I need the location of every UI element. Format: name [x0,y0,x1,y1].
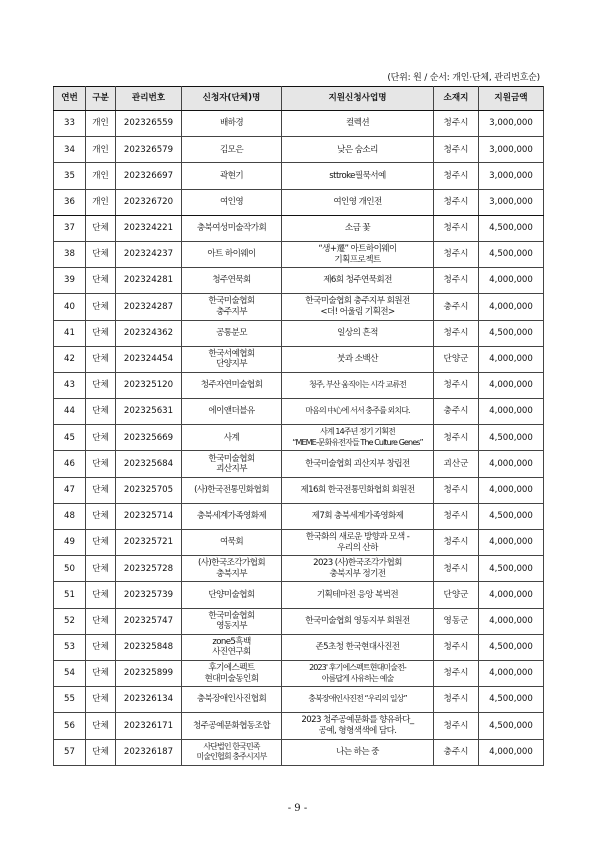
cell-type: 개인 [86,189,116,215]
header-location: 소재지 [434,87,479,111]
cell-project: 청주, 부산 움직이는 시각 교류전 [282,372,434,398]
table-row [54,582,544,608]
cell-applicant: 곽현기 [182,163,282,189]
cell-location: 청주시 [434,189,479,215]
table-row [54,111,544,137]
cell-management-number: 202325848 [116,634,182,660]
cell-no: 49 [54,530,86,556]
cell-location: 청주시 [434,660,479,686]
cell-management-number: 202324362 [116,320,182,346]
cell-project: 제6회 청주연묵회전 [282,268,434,294]
cell-management-number: 202324454 [116,346,182,372]
cell-project: 제7회 충북세계가족영화제 [282,503,434,529]
cell-no: 56 [54,713,86,739]
cell-type: 단체 [86,372,116,398]
table-row [54,320,544,346]
table-row [54,163,544,189]
cell-no: 45 [54,425,86,451]
table-unit-note: (단위: 원 / 순서: 개인·단체, 관리번호순) [387,73,540,83]
table-row [54,451,544,477]
cell-management-number: 202325669 [116,425,182,451]
cell-location: 충주시 [434,399,479,425]
cell-management-number: 202325631 [116,399,182,425]
cell-project: 사계 14주년 정기 기획전 “MEME-문화유전자들 The Culture Genes” [282,425,434,451]
cell-type: 단체 [86,582,116,608]
cell-amount: 4,500,000 [479,713,544,739]
cell-applicant: 김모은 [182,137,282,163]
cell-applicant: 충북장애인사진협회 [182,687,282,713]
cell-location: 청주시 [434,241,479,267]
grant-list-table [53,86,544,766]
table-row [54,215,544,241]
cell-location: 청주시 [434,268,479,294]
cell-management-number: 202325747 [116,608,182,634]
cell-amount: 3,000,000 [479,111,544,137]
table-row [54,268,544,294]
cell-management-number: 202325721 [116,530,182,556]
table-row [54,372,544,398]
cell-project: 한국미술협회 괴산지부 창립전 [282,451,434,477]
cell-no: 37 [54,215,86,241]
cell-management-number: 202325684 [116,451,182,477]
cell-type: 개인 [86,111,116,137]
cell-no: 42 [54,346,86,372]
cell-management-number: 202324221 [116,215,182,241]
cell-applicant: 에이앤더블유 [182,399,282,425]
cell-location: 청주시 [434,372,479,398]
table-row [54,241,544,267]
header-project: 지원신청사업명 [282,87,434,111]
cell-type: 단체 [86,241,116,267]
cell-location: 단양군 [434,346,479,372]
cell-amount: 4,000,000 [479,399,544,425]
cell-project: 마음의 中心에 서서 충주를 외치다. [282,399,434,425]
cell-amount: 4,000,000 [479,268,544,294]
cell-no: 47 [54,477,86,503]
table-row [54,556,544,582]
table-row [54,399,544,425]
cell-applicant: 청주연묵회 [182,268,282,294]
cell-no: 43 [54,372,86,398]
cell-amount: 4,500,000 [479,687,544,713]
cell-location: 청주시 [434,634,479,660]
cell-no: 41 [54,320,86,346]
cell-type: 개인 [86,137,116,163]
cell-amount: 4,000,000 [479,346,544,372]
cell-no: 38 [54,241,86,267]
cell-management-number: 202326697 [116,163,182,189]
cell-no: 48 [54,503,86,529]
cell-amount: 4,000,000 [479,372,544,398]
cell-project: “생+遷” 아트하이웨이 기획프로젝트 [282,241,434,267]
cell-management-number: 202324281 [116,268,182,294]
cell-amount: 4,000,000 [479,582,544,608]
cell-applicant: 충북여성미술작가회 [182,215,282,241]
table-row [54,634,544,660]
cell-location: 청주시 [434,713,479,739]
cell-applicant: 아트 하이웨이 [182,241,282,267]
cell-type: 단체 [86,268,116,294]
table-row [54,425,544,451]
cell-management-number: 202325899 [116,660,182,686]
cell-management-number: 202326720 [116,189,182,215]
cell-type: 단체 [86,687,116,713]
cell-amount: 4,500,000 [479,503,544,529]
cell-type: 단체 [86,294,116,320]
cell-location: 청주시 [434,163,479,189]
cell-location: 청주시 [434,425,479,451]
header-management-number: 관리번호 [116,87,182,111]
cell-no: 57 [54,739,86,765]
cell-management-number: 202325728 [116,556,182,582]
cell-applicant: 단양미술협회 [182,582,282,608]
cell-no: 55 [54,687,86,713]
cell-type: 단체 [86,425,116,451]
header-amount: 지원금액 [479,87,544,111]
cell-applicant: (사)한국조각가협회 충북지부 [182,556,282,582]
cell-type: 단체 [86,660,116,686]
cell-applicant: zone5흑백 사진연구회 [182,634,282,660]
table-row [54,294,544,320]
cell-project: 일상의 흔적 [282,320,434,346]
cell-location: 충주시 [434,294,479,320]
cell-location: 충주시 [434,739,479,765]
cell-type: 단체 [86,503,116,529]
cell-amount: 4,500,000 [479,634,544,660]
cell-amount: 4,000,000 [479,477,544,503]
cell-amount: 3,000,000 [479,137,544,163]
cell-amount: 4,500,000 [479,320,544,346]
cell-applicant: 사계 [182,425,282,451]
cell-type: 단체 [86,451,116,477]
cell-type: 단체 [86,477,116,503]
cell-project: 컬렉션 [282,111,434,137]
cell-applicant: 청주공예문화협동조합 [182,713,282,739]
cell-project: 제16회 한국전통민화협회 회원전 [282,477,434,503]
table-row [54,608,544,634]
table-row [54,346,544,372]
cell-project: 나는 하는 중 [282,739,434,765]
cell-amount: 4,000,000 [479,451,544,477]
cell-management-number: 202326559 [116,111,182,137]
cell-no: 50 [54,556,86,582]
cell-project: 붓과 소백산 [282,346,434,372]
cell-amount: 4,500,000 [479,215,544,241]
cell-location: 청주시 [434,687,479,713]
page-number: - 9 - [287,803,308,814]
cell-management-number: 202326187 [116,739,182,765]
cell-type: 단체 [86,634,116,660]
cell-applicant: 한국미술협회 충주지부 [182,294,282,320]
cell-amount: 4,500,000 [479,556,544,582]
cell-type: 단체 [86,320,116,346]
cell-amount: 3,000,000 [479,189,544,215]
cell-no: 33 [54,111,86,137]
cell-management-number: 202326134 [116,687,182,713]
cell-applicant: 한국미술협회 영동지부 [182,608,282,634]
cell-no: 54 [54,660,86,686]
cell-applicant: 후기에스펙트 현대미술동인회 [182,660,282,686]
cell-amount: 4,500,000 [479,241,544,267]
cell-applicant: 여묵회 [182,530,282,556]
cell-applicant: 사단법인 한국민족 미술인협회 충주시지부 [182,739,282,765]
cell-applicant: 한국서예협회 단양지부 [182,346,282,372]
table-row [54,137,544,163]
cell-no: 34 [54,137,86,163]
cell-location: 청주시 [434,477,479,503]
cell-amount: 4,000,000 [479,660,544,686]
cell-location: 청주시 [434,556,479,582]
cell-project: 한국미술협회 충주지부 회원전 <더! 어울림 기획전> [282,294,434,320]
cell-project: 2023' 후기에스펙트현대미술전- 아름답게 사유하는 예술 [282,660,434,686]
cell-location: 청주시 [434,503,479,529]
cell-no: 53 [54,634,86,660]
cell-management-number: 202325714 [116,503,182,529]
cell-location: 괴산군 [434,451,479,477]
cell-management-number: 202324287 [116,294,182,320]
cell-type: 단체 [86,556,116,582]
cell-location: 영동군 [434,608,479,634]
table-row [54,189,544,215]
table-header-row [54,87,544,111]
header-type: 구분 [86,87,116,111]
table-row [54,713,544,739]
cell-applicant: 공통분모 [182,320,282,346]
cell-project: 충북장애인사진전 “우리의 일상” [282,687,434,713]
table-row [54,477,544,503]
cell-applicant: 한국미술협회 괴산지부 [182,451,282,477]
table-row [54,503,544,529]
cell-location: 청주시 [434,137,479,163]
cell-applicant: 배하경 [182,111,282,137]
cell-applicant: 충북세계가족영화제 [182,503,282,529]
cell-location: 청주시 [434,530,479,556]
cell-type: 개인 [86,163,116,189]
cell-project: 기획테마전 응앙 복벅전 [282,582,434,608]
cell-amount: 4,000,000 [479,608,544,634]
cell-project: 2023 (사)한국조각가협회 충북지부 정기전 [282,556,434,582]
cell-project: 낮은 숨소리 [282,137,434,163]
cell-type: 단체 [86,346,116,372]
cell-type: 단체 [86,399,116,425]
cell-project: sttroke필묵서예 [282,163,434,189]
table-row [54,660,544,686]
cell-type: 단체 [86,608,116,634]
cell-amount: 4,500,000 [479,425,544,451]
cell-location: 단양군 [434,582,479,608]
table-row [54,739,544,765]
cell-management-number: 202324237 [116,241,182,267]
cell-management-number: 202326579 [116,137,182,163]
cell-project: 소금 꽃 [282,215,434,241]
cell-no: 52 [54,608,86,634]
cell-project: 여인영 개인전 [282,189,434,215]
cell-no: 46 [54,451,86,477]
header-no: 연번 [54,87,86,111]
cell-management-number: 202325705 [116,477,182,503]
cell-project: 존5초청 한국현대사진전 [282,634,434,660]
cell-location: 청주시 [434,215,479,241]
cell-type: 단체 [86,739,116,765]
cell-type: 단체 [86,215,116,241]
cell-location: 청주시 [434,320,479,346]
cell-management-number: 202325739 [116,582,182,608]
cell-type: 단체 [86,713,116,739]
cell-management-number: 202325120 [116,372,182,398]
cell-applicant: (사)한국전통민화협회 [182,477,282,503]
cell-amount: 4,000,000 [479,739,544,765]
cell-type: 단체 [86,530,116,556]
cell-amount: 4,000,000 [479,530,544,556]
cell-no: 35 [54,163,86,189]
cell-no: 51 [54,582,86,608]
cell-project: 2023 청주공예문화를 향유하다_ 공예, 형형색색에 담다. [282,713,434,739]
cell-no: 36 [54,189,86,215]
cell-amount: 3,000,000 [479,163,544,189]
cell-amount: 4,000,000 [479,294,544,320]
cell-project: 한국화의 새로운 방향과 모색 - 우리의 산하 [282,530,434,556]
cell-no: 44 [54,399,86,425]
cell-location: 청주시 [434,111,479,137]
cell-applicant: 청주자연미술협회 [182,372,282,398]
cell-management-number: 202326171 [116,713,182,739]
table-row [54,530,544,556]
header-applicant: 신청자(단체)명 [182,87,282,111]
cell-no: 40 [54,294,86,320]
cell-applicant: 여인영 [182,189,282,215]
cell-project: 한국미술협회 영동지부 회원전 [282,608,434,634]
table-row [54,687,544,713]
cell-no: 39 [54,268,86,294]
